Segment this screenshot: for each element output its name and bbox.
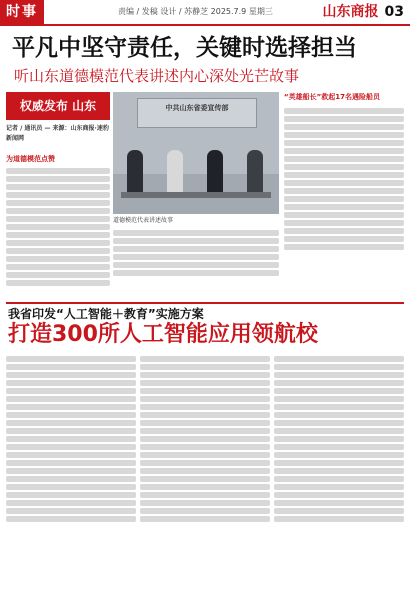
photo-table	[121, 192, 271, 198]
headline-1: 平凡中坚守责任，关键时选择担当	[12, 35, 357, 61]
right-subhead: “英雄船长”救起17名遇险船员	[284, 93, 380, 101]
paper-name	[323, 2, 404, 22]
speaker-2	[167, 150, 183, 194]
paper-title: 山东商报	[322, 4, 379, 20]
story2-column-1	[6, 354, 136, 594]
authority-logo: 权威发布 山东	[6, 92, 110, 120]
story1-left-column	[6, 92, 110, 298]
photo-caption: 道德模范代表讲述故事	[113, 217, 174, 224]
story1-middle-text	[113, 228, 279, 298]
photo-plaque	[137, 98, 257, 128]
headline-2: 打造300所人工智能应用领航校	[8, 322, 318, 347]
story1-lead: 记者 / 通讯员 — 来源：山东商报·速豹新闻网	[6, 125, 109, 142]
speaker-1	[127, 150, 143, 194]
story1-right-column	[284, 92, 404, 298]
page-header	[0, 0, 410, 26]
story2-column-3	[274, 354, 404, 594]
plaque-text: 中共山东省委宣传部	[165, 104, 229, 112]
right-body	[284, 106, 404, 252]
story1-subhead-1: 为道德模范点赞	[6, 155, 55, 163]
speaker-3	[207, 150, 223, 194]
event-photo	[113, 92, 279, 214]
page-number: 03	[384, 4, 404, 20]
story1-body-left	[6, 166, 110, 288]
headline-1-sub: 听山东道德模范代表讲述内心深处光芒故事	[14, 67, 300, 85]
section-label: 时事	[0, 0, 44, 24]
headline-2-kicker: 我省印发“人工智能＋教育”实施方案	[8, 307, 204, 321]
header-meta: 责编 / 发稿 设计 / 苏静芝 2025.7.9 星期三	[118, 7, 273, 16]
story2-column-2	[140, 354, 270, 594]
section-divider	[6, 302, 404, 304]
speaker-4	[247, 150, 263, 194]
